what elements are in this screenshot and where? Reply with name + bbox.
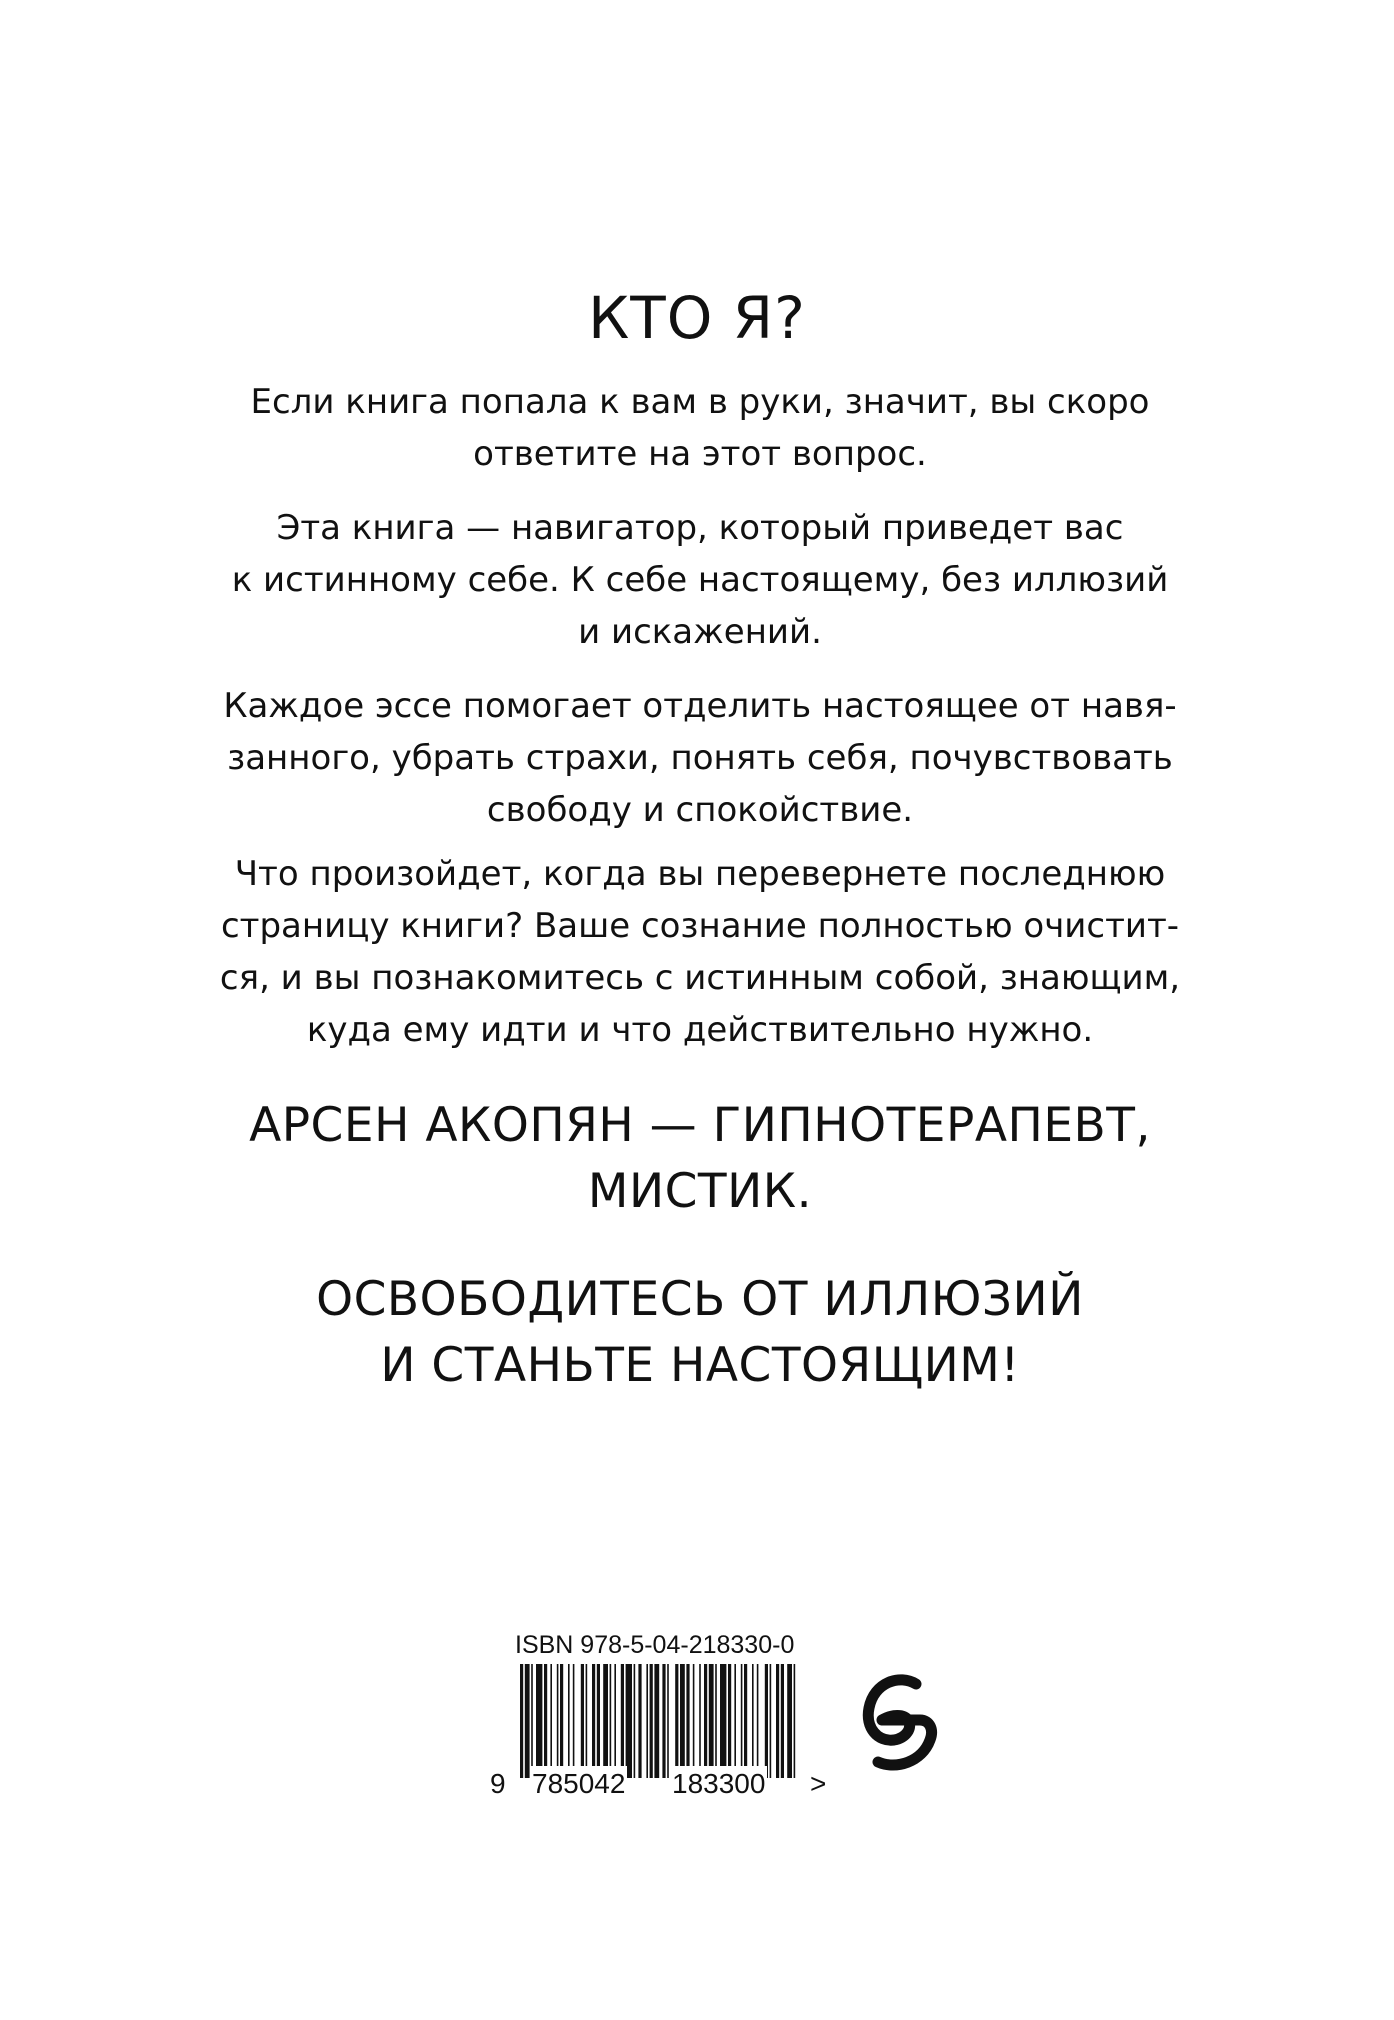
barcode-digits-right: 183300 bbox=[670, 1766, 767, 1802]
barcode-bar bbox=[603, 1664, 608, 1778]
barcode-bar bbox=[770, 1664, 772, 1778]
paragraph-line: Если книга попала к вам в руки, значит, вы скоро bbox=[250, 382, 1150, 422]
barcode-bar bbox=[520, 1664, 523, 1778]
barcode-bar bbox=[638, 1664, 641, 1778]
barcode-bar bbox=[592, 1664, 595, 1778]
barcode-bar bbox=[680, 1664, 685, 1778]
barcode-bar bbox=[573, 1664, 575, 1778]
paragraph-line: ответите на этот вопрос. bbox=[473, 434, 927, 474]
barcode-bar bbox=[715, 1664, 717, 1778]
barcode-bar bbox=[560, 1664, 563, 1778]
barcode-bar bbox=[581, 1664, 584, 1778]
barcode-digits bbox=[488, 1766, 833, 1806]
barcode-bar bbox=[662, 1664, 665, 1778]
barcode-bar bbox=[531, 1664, 533, 1778]
paragraph-line: страницу книги? Ваше сознание полностью очистит- bbox=[220, 906, 1180, 946]
barcode-bar bbox=[728, 1664, 731, 1778]
barcode-bar bbox=[536, 1664, 542, 1778]
barcode-bar bbox=[626, 1664, 632, 1778]
barcode-bar bbox=[621, 1664, 624, 1778]
barcode-bar bbox=[525, 1664, 530, 1778]
barcode-bar bbox=[597, 1664, 600, 1778]
barcode-bar bbox=[709, 1664, 714, 1778]
barcode-bar bbox=[794, 1664, 796, 1778]
paragraph-line: куда ему идти и что действительно нужно. bbox=[306, 1010, 1094, 1050]
barcode-digit-first: 9 bbox=[488, 1766, 508, 1802]
barcode-bar bbox=[667, 1664, 669, 1778]
paragraph-navigator bbox=[200, 502, 1200, 658]
barcode-bar bbox=[557, 1664, 559, 1778]
barcode-bar bbox=[757, 1664, 759, 1778]
slogan-line: ОСВОБОДИТЕСЬ ОТ ИЛЛЮЗИЙ bbox=[316, 1272, 1084, 1327]
eksmo-logo-icon bbox=[860, 1670, 938, 1776]
barcode-bar bbox=[586, 1664, 588, 1778]
isbn-label: ISBN 978-5-04-218330-0 bbox=[515, 1631, 795, 1659]
paragraph-line: свободу и спокойствие. bbox=[486, 790, 914, 830]
paragraph-line: Эта книга — навигатор, который приведет вас bbox=[276, 508, 1124, 548]
author-note-line: АРСЕН АКОПЯН — ГИПНОТЕРАПЕВТ, bbox=[249, 1098, 1151, 1153]
barcode-bar bbox=[720, 1664, 726, 1778]
barcode-bar bbox=[704, 1664, 707, 1778]
barcode-bar bbox=[787, 1664, 792, 1778]
barcode-bar bbox=[686, 1664, 689, 1778]
barcode-digits-left: 785042 bbox=[530, 1766, 627, 1802]
barcode-bar bbox=[744, 1664, 747, 1778]
barcode-bar bbox=[675, 1664, 678, 1778]
barcode-bar bbox=[781, 1664, 784, 1778]
barcode-bar bbox=[550, 1664, 552, 1778]
barcode-bar bbox=[610, 1664, 612, 1778]
barcode-bar bbox=[752, 1664, 754, 1778]
slogan-line: И СТАНЬТЕ НАСТОЯЩИМ! bbox=[380, 1338, 1020, 1393]
barcode bbox=[520, 1664, 798, 1778]
barcode-marker: > bbox=[808, 1766, 828, 1802]
paragraph-outcome bbox=[200, 848, 1200, 1056]
barcode-bar bbox=[568, 1664, 570, 1778]
barcode-bar bbox=[544, 1664, 547, 1778]
paragraph-line: занного, убрать страхи, понять себя, почувствовать bbox=[227, 738, 1173, 778]
author-note-line: МИСТИК. bbox=[587, 1164, 813, 1219]
paragraph-line: к истинному себе. К себе настоящему, без иллюзий bbox=[231, 560, 1169, 600]
paragraph-line: Каждое эссе помогает отделить настоящее от навя- bbox=[223, 686, 1177, 726]
barcode-bar bbox=[741, 1664, 743, 1778]
barcode-bar bbox=[654, 1664, 659, 1778]
barcode-bar bbox=[699, 1664, 701, 1778]
barcode-bar bbox=[634, 1664, 636, 1778]
barcode-bar bbox=[650, 1664, 653, 1778]
barcode-bar bbox=[765, 1664, 768, 1778]
page-title: КТО Я? bbox=[588, 284, 806, 352]
paragraph-line: ся, и вы познакомитесь с истинным собой, знающим, bbox=[219, 958, 1181, 998]
paragraph-line: Что произойдет, когда вы перевернете последнюю bbox=[234, 854, 1166, 894]
slogan bbox=[200, 1267, 1200, 1399]
barcode-bar bbox=[693, 1664, 695, 1778]
barcode-bar bbox=[776, 1664, 779, 1778]
barcode-bar bbox=[646, 1664, 648, 1778]
paragraph-essays bbox=[200, 680, 1200, 836]
barcode-bar bbox=[614, 1664, 616, 1778]
paragraph-intro bbox=[200, 376, 1200, 480]
author-note bbox=[200, 1093, 1200, 1225]
barcode-bar bbox=[734, 1664, 736, 1778]
paragraph-line: и искажений. bbox=[578, 612, 822, 652]
